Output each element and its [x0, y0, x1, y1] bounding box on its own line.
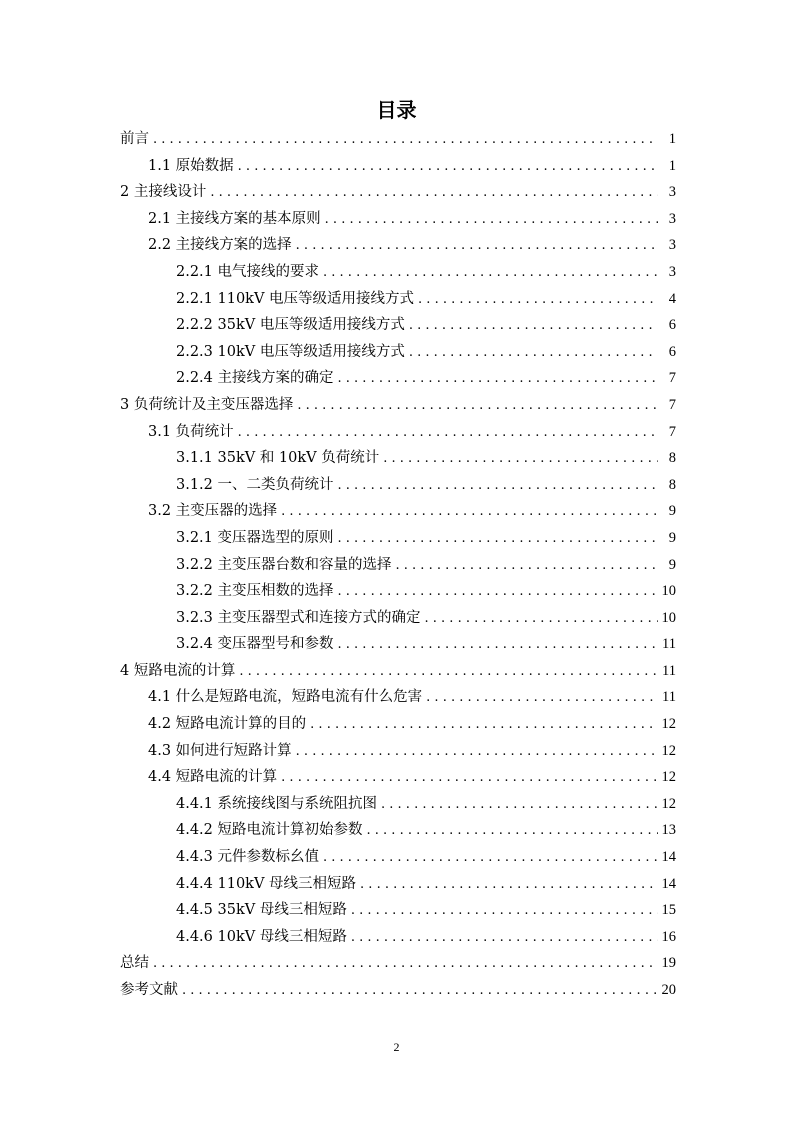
- toc-entry-page: 13: [661, 822, 676, 839]
- toc-dot-leader: [383, 446, 658, 473]
- toc-entry-page: 8: [668, 450, 676, 467]
- toc-entry-label: 前言: [120, 131, 149, 147]
- toc-entry-page: 12: [661, 769, 676, 786]
- toc-entry-page: 7: [668, 370, 676, 387]
- toc-entry-page: 3: [668, 184, 676, 201]
- toc-entry[interactable]: [120, 552, 676, 579]
- toc-dot-leader: [338, 366, 658, 393]
- toc-dot-leader: [238, 154, 658, 181]
- toc-entry-label: 4.4.3 元件参数标幺值: [176, 849, 320, 866]
- toc-entry[interactable]: [120, 764, 676, 791]
- toc-entry[interactable]: [120, 525, 676, 552]
- toc-entry-label: 2.1 主接线方案的基本原则: [148, 210, 321, 227]
- toc-title: 目录: [376, 98, 417, 122]
- table-of-contents: [120, 126, 676, 1004]
- toc-entry[interactable]: [120, 950, 676, 977]
- toc-entry-label: 4 短路电流的计算: [120, 662, 236, 679]
- toc-dot-leader: [409, 340, 658, 367]
- toc-entry-page: 3: [668, 210, 676, 227]
- toc-dot-leader: [425, 606, 658, 633]
- toc-entry-page: 16: [661, 928, 676, 945]
- toc-entry-page: 10: [661, 583, 676, 600]
- toc-entry[interactable]: [120, 817, 676, 844]
- toc-dot-leader: [281, 765, 657, 792]
- toc-entry-label: 4.4.4 110kV 母线三相短路: [176, 875, 357, 892]
- toc-entry[interactable]: [120, 179, 676, 206]
- toc-entry-page: 11: [662, 689, 676, 706]
- toc-entry-label: 2.2.2 35kV 电压等级适用接线方式: [176, 317, 405, 334]
- toc-dot-leader: [325, 207, 658, 234]
- toc-entry-page: 15: [661, 902, 676, 919]
- toc-dot-leader: [426, 685, 658, 712]
- toc-entry-page: 12: [661, 795, 676, 812]
- toc-dot-leader: [338, 526, 658, 553]
- toc-entry-page: 8: [668, 476, 676, 493]
- toc-entry[interactable]: [120, 286, 676, 313]
- toc-entry[interactable]: [120, 977, 676, 1004]
- toc-entry-page: 7: [668, 423, 676, 440]
- toc-dot-leader: [409, 313, 658, 340]
- toc-entry-page: 19: [661, 955, 676, 972]
- toc-entry-page: 4: [668, 290, 676, 307]
- toc-entry[interactable]: [120, 684, 676, 711]
- toc-entry-label: 3.1.2 一、二类负荷统计: [176, 476, 334, 493]
- toc-dot-leader: [367, 818, 658, 845]
- toc-entry-label: 4.4.5 35kV 母线三相短路: [176, 902, 347, 919]
- toc-entry[interactable]: [120, 419, 676, 446]
- toc-dot-leader: [338, 473, 658, 500]
- toc-entry[interactable]: [120, 153, 676, 180]
- toc-dot-leader: [338, 632, 658, 659]
- toc-dot-leader: [182, 978, 658, 1005]
- toc-entry[interactable]: [120, 897, 676, 924]
- toc-entry-label: 3 负荷统计及主变压器选择: [120, 396, 294, 413]
- toc-entry-page: 9: [668, 503, 676, 520]
- toc-entry-label: 4.4.1 系统接线图与系统阻抗图: [176, 795, 378, 812]
- toc-entry-page: 6: [668, 317, 676, 334]
- toc-entry[interactable]: [120, 791, 676, 818]
- toc-entry[interactable]: [120, 738, 676, 765]
- toc-dot-leader: [351, 898, 658, 925]
- toc-entry-label: 3.2 主变压器的选择: [148, 503, 278, 520]
- toc-entry-label: 2.2.4 主接线方案的确定: [176, 370, 334, 387]
- toc-entry-label: 4.3 如何进行短路计算: [148, 742, 292, 759]
- toc-entry-label: 2.2.1 110kV 电压等级适用接线方式: [176, 290, 415, 307]
- toc-entry[interactable]: [120, 445, 676, 472]
- toc-dot-leader: [396, 553, 658, 580]
- toc-entry-page: 1: [668, 131, 676, 147]
- toc-entry-page: 12: [661, 742, 676, 759]
- toc-entry-label: 4.1 什么是短路电流，短路电流有什么危害: [148, 689, 423, 706]
- toc-entry-page: 3: [668, 263, 676, 280]
- toc-entry[interactable]: [120, 844, 676, 871]
- toc-entry-label: 总结: [120, 955, 149, 972]
- toc-dot-leader: [296, 739, 658, 766]
- toc-entry[interactable]: [120, 658, 676, 685]
- toc-entry[interactable]: [120, 392, 676, 419]
- toc-dot-leader: [310, 712, 657, 739]
- toc-dot-leader: [338, 579, 658, 606]
- toc-entry-page: 14: [661, 849, 676, 866]
- toc-entry[interactable]: [120, 711, 676, 738]
- toc-dot-leader: [296, 233, 658, 260]
- toc-entry-label: 3.2.4 变压器型号和参数: [176, 636, 334, 653]
- toc-entry[interactable]: [120, 631, 676, 658]
- toc-entry-label: 3.1 负荷统计: [148, 423, 234, 440]
- toc-entry[interactable]: [120, 578, 676, 605]
- toc-entry[interactable]: [120, 472, 676, 499]
- toc-entry[interactable]: [120, 924, 676, 951]
- toc-entry[interactable]: [120, 871, 676, 898]
- toc-dot-leader: [281, 499, 658, 526]
- toc-entry-label: 2.2.3 10kV 电压等级适用接线方式: [176, 343, 405, 360]
- toc-dot-leader: [210, 180, 658, 207]
- toc-entry-page: 14: [661, 875, 676, 892]
- toc-entry[interactable]: [120, 605, 676, 632]
- toc-entry-label: 2 主接线设计: [120, 184, 207, 201]
- toc-entry-label: 2.2 主接线方案的选择: [148, 237, 292, 254]
- toc-entry-page: 11: [662, 636, 676, 653]
- toc-entry[interactable]: [120, 339, 676, 366]
- toc-entry-page: 9: [668, 529, 676, 546]
- toc-entry-label: 3.2.2 主变压器台数和容量的选择: [176, 556, 392, 573]
- page-number: 2: [393, 1040, 400, 1054]
- toc-entry[interactable]: [120, 126, 676, 153]
- toc-entry-page: 11: [662, 662, 676, 679]
- toc-dot-leader: [360, 872, 657, 899]
- toc-entry-page: 1: [668, 157, 676, 174]
- toc-entry-label: 1.1 原始数据: [148, 157, 234, 174]
- toc-entry[interactable]: [120, 312, 676, 339]
- toc-dot-leader: [153, 951, 658, 978]
- toc-entry[interactable]: [120, 259, 676, 286]
- toc-entry-label: 3.2.2 主变压相数的选择: [176, 583, 334, 600]
- toc-entry-page: 12: [661, 716, 676, 733]
- toc-entry-label: 2.2.1 电气接线的要求: [176, 263, 320, 280]
- toc-entry-label: 3.2.3 主变压器型式和连接方式的确定: [176, 609, 421, 626]
- toc-entry[interactable]: [120, 365, 676, 392]
- toc-entry-label: 参考文献: [120, 982, 178, 998]
- toc-dot-leader: [323, 845, 657, 872]
- toc-entry-label: 3.2.1 变压器选型的原则: [176, 529, 334, 546]
- toc-entry-label: 3.1.1 35kV 和 10kV 负荷统计: [176, 450, 380, 467]
- toc-entry-page: 9: [668, 556, 676, 573]
- toc-entry[interactable]: [120, 206, 676, 233]
- toc-entry-page: 6: [668, 343, 676, 360]
- toc-dot-leader: [153, 127, 658, 154]
- toc-dot-leader: [238, 420, 658, 447]
- toc-entry[interactable]: [120, 232, 676, 259]
- toc-entry-label: 4.4.6 10kV 母线三相短路: [176, 928, 347, 945]
- toc-entry-page: 7: [668, 396, 676, 413]
- toc-entry-page: 3: [668, 237, 676, 254]
- toc-dot-leader: [351, 925, 658, 952]
- toc-dot-leader: [297, 393, 658, 420]
- toc-entry-label: 4.2 短路电流计算的目的: [148, 716, 307, 733]
- toc-entry-page: 10: [661, 609, 676, 626]
- toc-entry-label: 4.4.2 短路电流计算初始参数: [176, 822, 363, 839]
- toc-dot-leader: [381, 792, 657, 819]
- toc-entry[interactable]: [120, 498, 676, 525]
- toc-dot-leader: [323, 260, 658, 287]
- toc-entry-page: 20: [661, 982, 676, 998]
- toc-dot-leader: [239, 659, 658, 686]
- toc-entry-label: 4.4 短路电流的计算: [148, 769, 278, 786]
- toc-dot-leader: [418, 287, 658, 314]
